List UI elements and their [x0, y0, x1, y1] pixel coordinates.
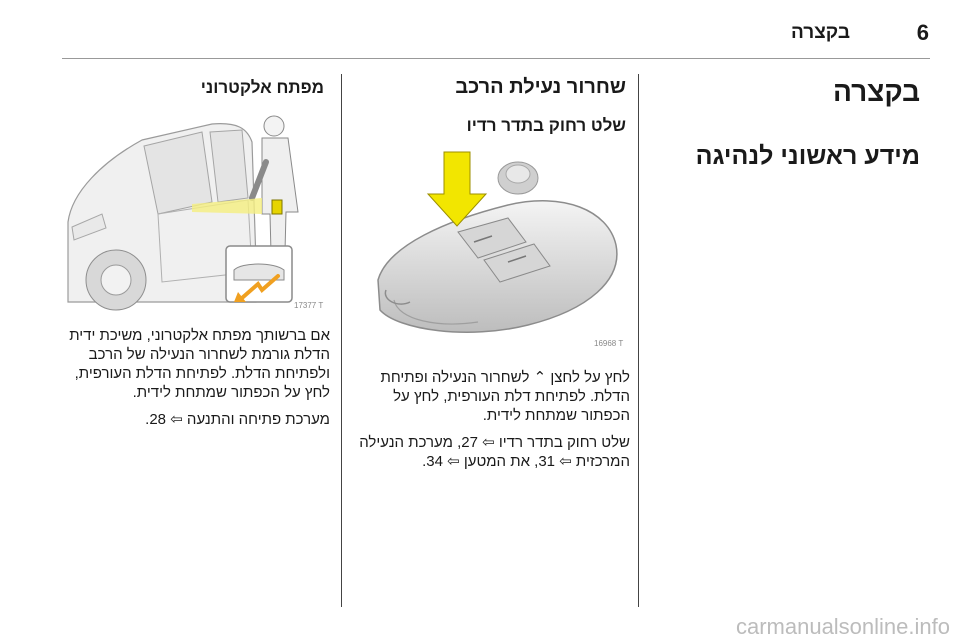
electronic-key-paragraph-2: מערכת פתיחה והתנעה ⇦ 28.	[145, 411, 330, 428]
page-number: 6	[916, 20, 929, 45]
unlocking-paragraph-1: לחץ על לחצן ⌃ לשחרור הנעילה ופתיחת הדלת. לפתיחת דלת העורפית, לחץ על הכפתור שמתחת לידית.	[380, 369, 630, 424]
header-rule	[62, 58, 930, 59]
chapter-heading: בקצרה	[833, 76, 920, 107]
remote-key-illustration	[358, 150, 624, 352]
figure-code-text: 17377 T	[294, 301, 324, 310]
column-divider-left	[341, 74, 342, 607]
figure-code-text: 16968 T	[594, 339, 624, 348]
section-title-electronic-key: מפתח אלקטרוני	[200, 78, 324, 97]
electronic-key-figure	[62, 102, 324, 312]
column-divider-right	[638, 74, 639, 607]
watermark-text: carmanualsonline.info	[735, 614, 950, 639]
section-title-unlocking: שחרור נעילת הרכב	[455, 76, 626, 98]
car-door-illustration	[62, 102, 324, 312]
remote-key-figure	[358, 150, 624, 352]
electronic-key-paragraph-1: אם ברשותך מפתח אלקטרוני, משיכת ידית הדלת גורמת לשחרור הנעילה של הרכב ולפתיחת הדלת. לפתיחת הדלת העורפית, לחץ על הכפתור שמתחת לידית.	[69, 327, 330, 401]
unlocking-body-text	[348, 368, 630, 479]
chapter-subheading: מידע ראשוני לנהיגה	[695, 142, 920, 170]
unlocking-paragraph-2: שלט רחוק בתדר רדיו ⇦ 27, מערכת הנעילה המרכזית ⇦ 31, את המטען ⇦ 34.	[359, 434, 630, 470]
section-subtitle-remote: שלט רחוק בתדר רדיו	[466, 116, 626, 135]
running-header-title: בקצרה	[791, 22, 850, 43]
electronic-key-body-text	[62, 326, 330, 437]
